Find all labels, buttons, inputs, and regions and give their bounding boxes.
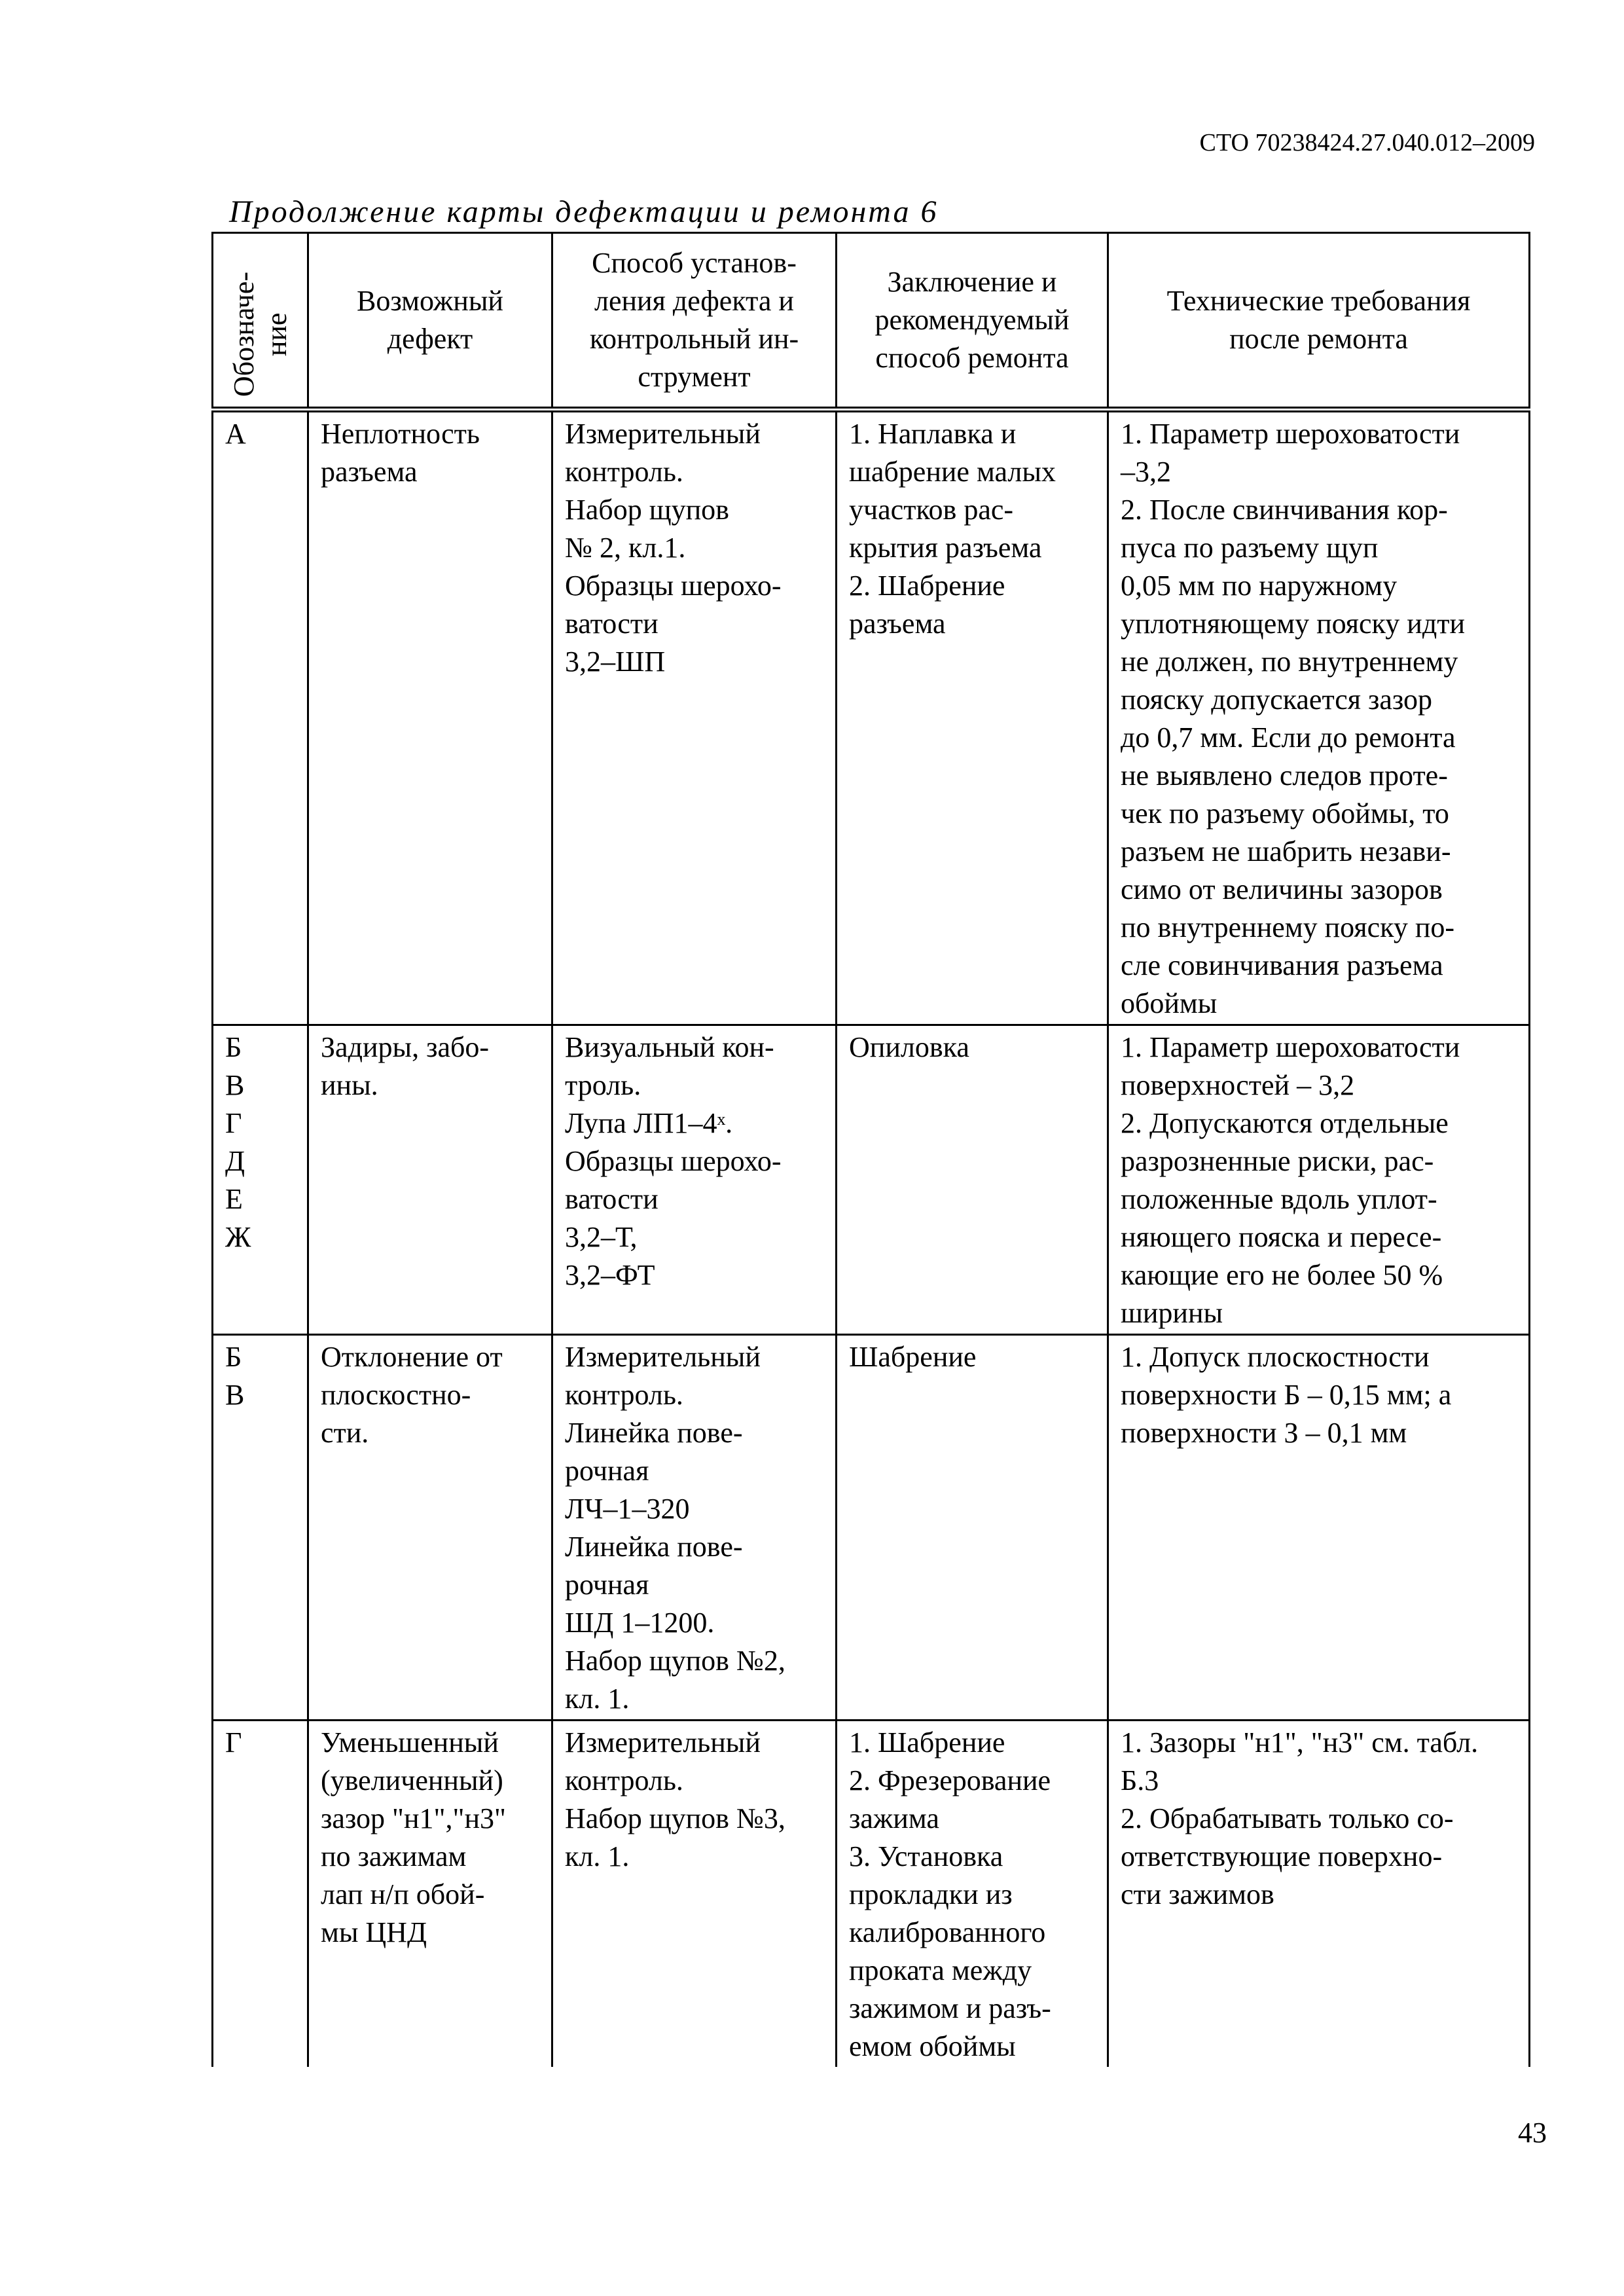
cell-code: Б В Г Д Е Ж [213,1025,308,1335]
cell-method: Измерительный контроль. Линейка пове- рочная ЛЧ–1–320 Линейка пове- рочная ШД 1–1200. Набор щупов №2, кл. 1. [552,1335,837,1721]
document-code: СТО 70238424.27.040.012–2009 [1199,129,1535,156]
table-header-row [213,233,1530,410]
cell-defect: Уменьшенный (увеличенный) зазор "н1","н3" по зажимам лап н/п обой- мы ЦНД [308,1721,552,2068]
table-title: Продолжение карты дефектации и ремонта 6 [229,194,939,229]
cell-code: Г [213,1721,308,2068]
table-row [213,410,1530,1025]
cell-repair: 1. Наплавка и шабрение малых участков рас- крытия разъема 2. Шабрение разъема [837,410,1108,1025]
cell-requirements: 1. Параметр шероховатости поверхностей – 3,2 2. Допускаются отдельные разрозненные риски, рас- положенные вдоль уплот- няющего пояска и пересе- кающие его не более 50 % ширины [1108,1025,1530,1335]
cell-code: Б В [213,1335,308,1721]
header-requirements: Технические требования после ремонта [1108,233,1530,410]
page-number: 43 [1518,2117,1547,2149]
cell-defect: Неплотность разъема [308,410,552,1025]
cell-repair: Шабрение [837,1335,1108,1721]
table-row [213,1335,1530,1721]
cell-code: А [213,410,308,1025]
cell-defect: Отклонение от плоскостно- сти. [308,1335,552,1721]
cell-method: Измерительный контроль. Набор щупов №3, кл. 1. [552,1721,837,2068]
cell-requirements: 1. Зазоры "н1", "н3" см. табл. Б.3 2. Обрабатывать только со- ответствующие поверхно- сти зажимов [1108,1721,1530,2068]
defect-repair-table [211,232,1530,2067]
cell-requirements: 1. Допуск плоскостности поверхности Б – 0,15 мм; а поверхности З – 0,1 мм [1108,1335,1530,1721]
header-repair: Заключение и рекомендуемый способ ремонта [837,233,1108,410]
cell-requirements: 1. Параметр шероховатости –3,2 2. После свинчивания кор- пуса по разъему щуп 0,05 мм по наружному уплотняющему пояску идти не должен, по внутреннему пояску допускается зазор до 0,7 мм. Если до ремонта не выявлено следов протe- чек по разъему обоймы, то разъем не шабрить незави- симо от величины зазоров по внутреннему пояску по- сле совинчивания разъема обоймы [1108,410,1530,1025]
header-method: Способ установ- ления дефекта и контрольный ин- струмент [552,233,837,410]
cell-repair: 1. Шабрение 2. Фрезерование зажима 3. Установка прокладки из калиброванного проката между зажимом и разъ- емом обоймы [837,1721,1108,2068]
cell-method: Измерительный контроль. Набор щупов № 2, кл.1. Образцы шерохо- ватости 3,2–ШП [552,410,837,1025]
header-defect: Возможный дефект [308,233,552,410]
table-row [213,1721,1530,2068]
header-designation-label: Обозначе- ние [227,272,293,397]
cell-method: Визуальный кон- троль. Лупа ЛП1–4ˣ. Образцы шерохо- ватости 3,2–Т, 3,2–ФТ [552,1025,837,1335]
table-row [213,1025,1530,1335]
cell-repair: Опиловка [837,1025,1108,1335]
header-designation [213,233,308,410]
cell-defect: Задиры, забо- ины. [308,1025,552,1335]
